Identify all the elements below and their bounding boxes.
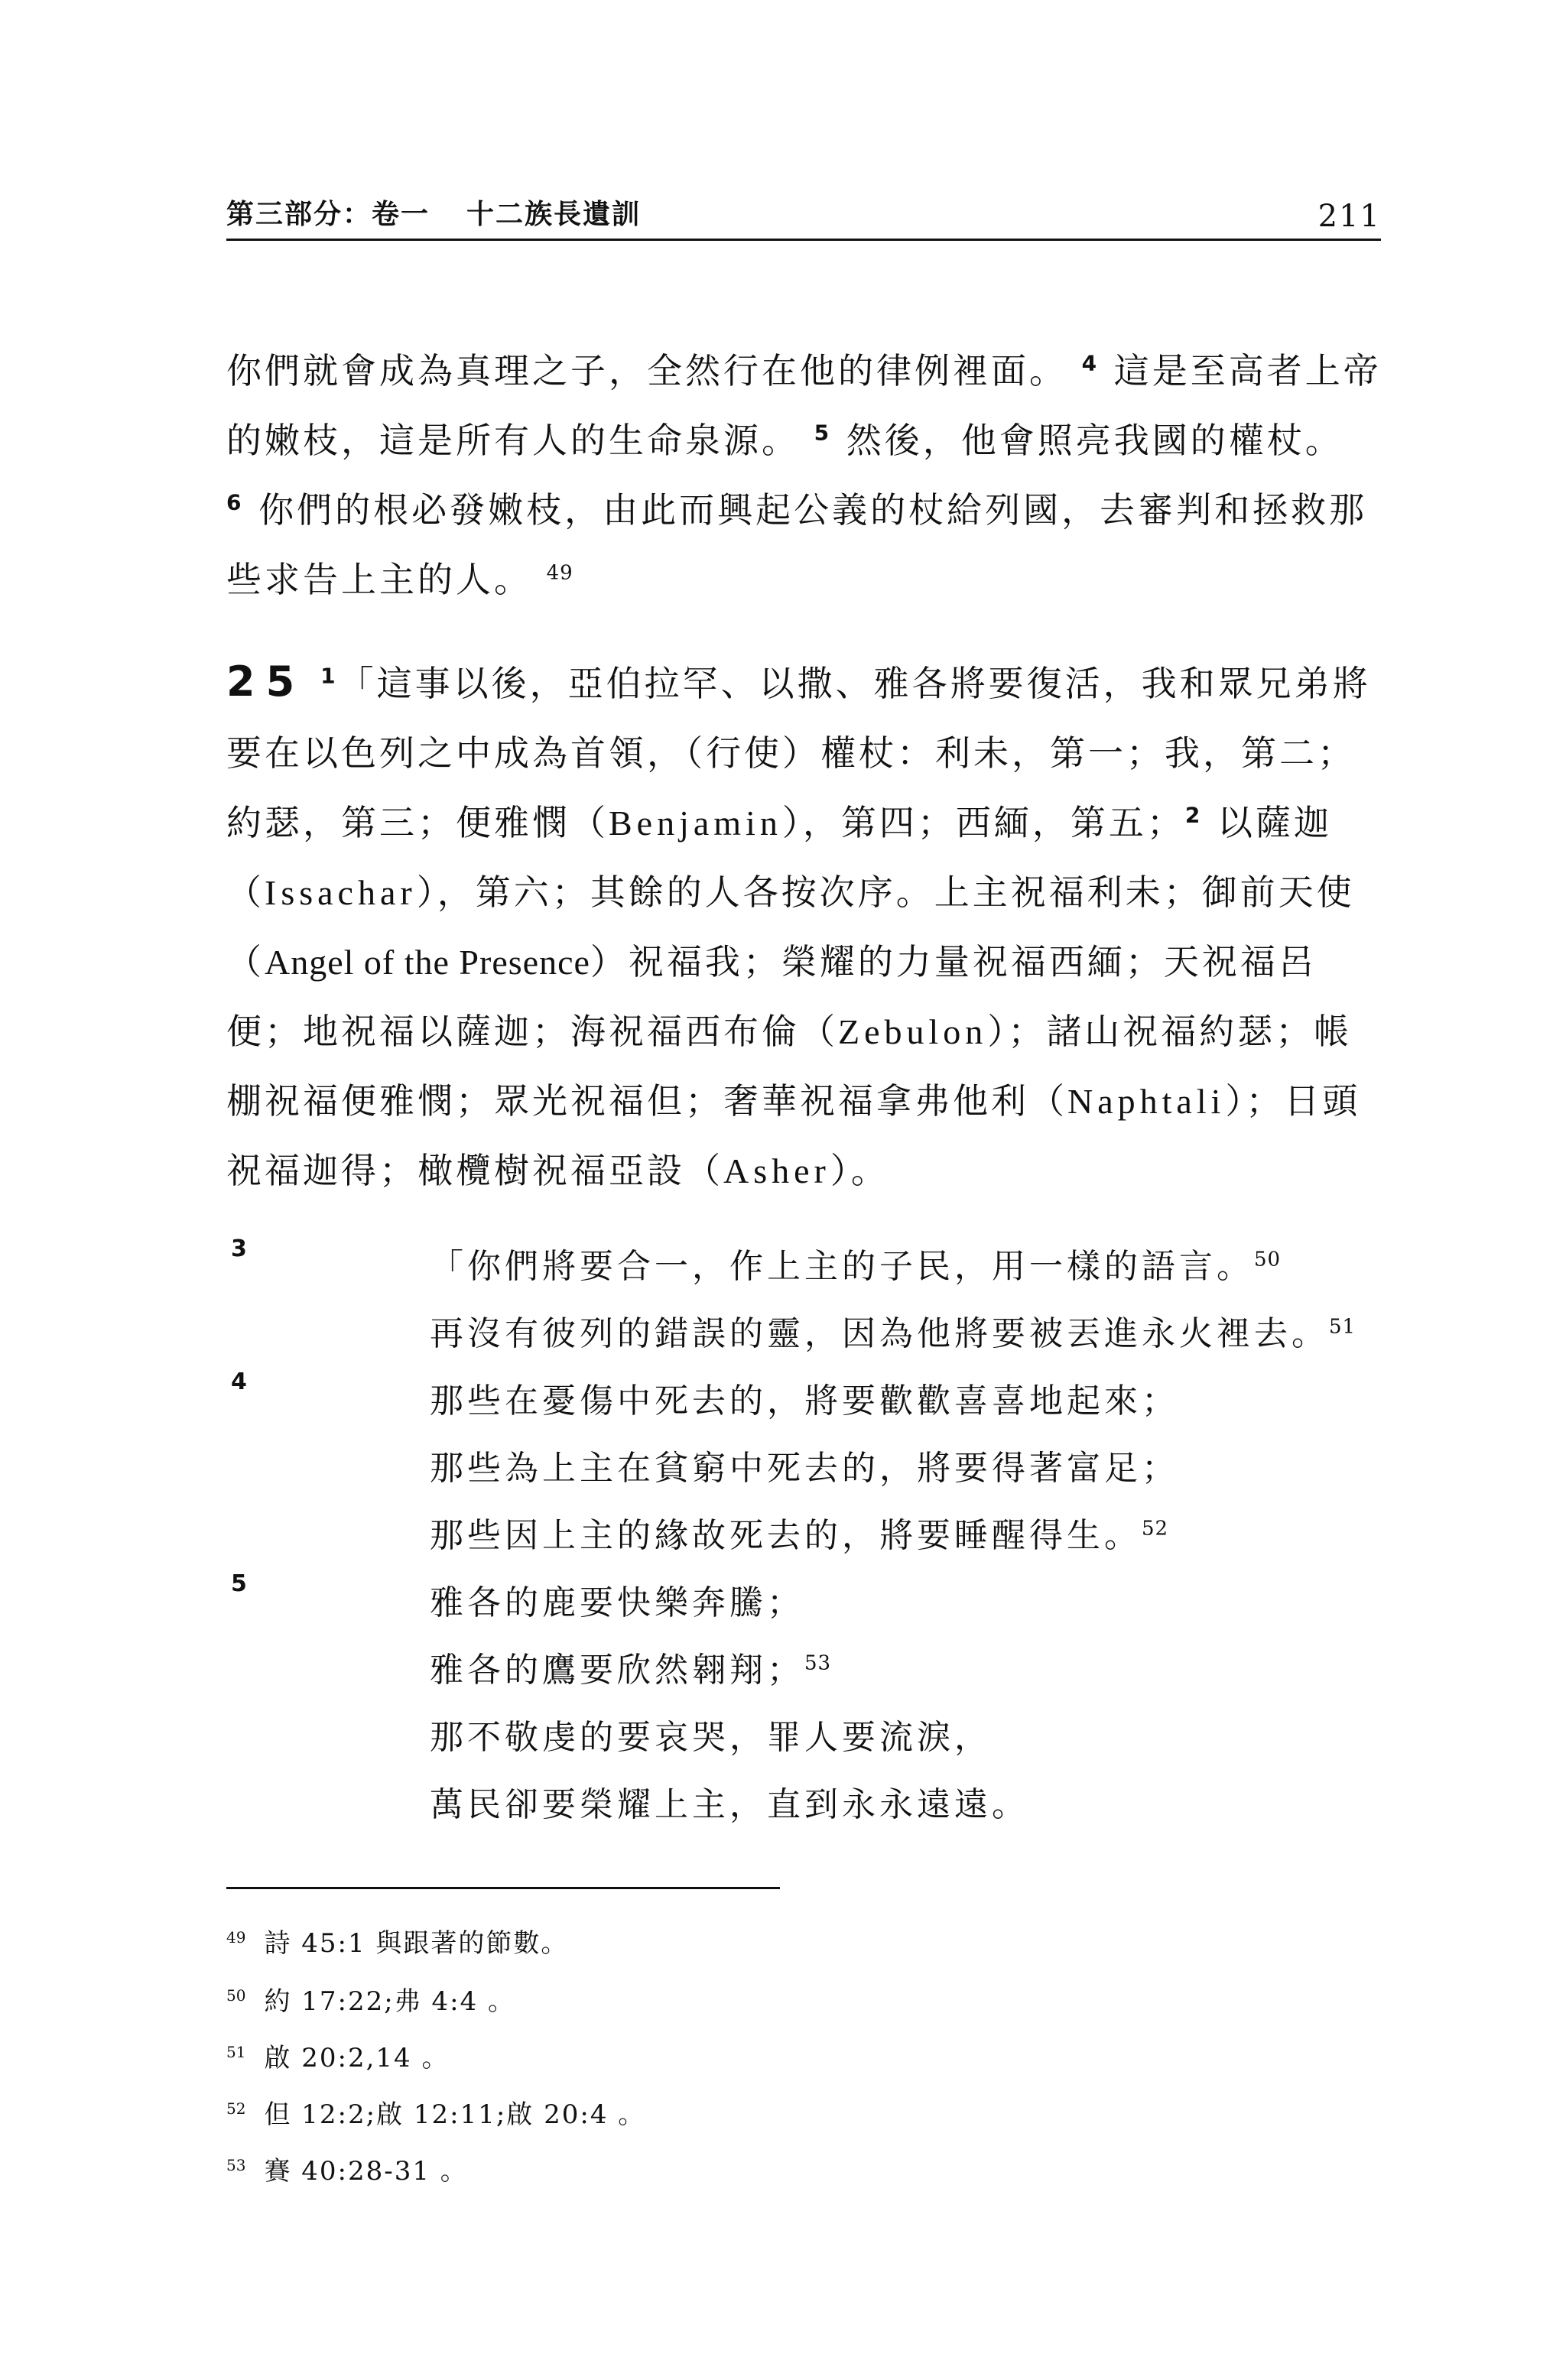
poem-line — [430, 1710, 992, 1758]
poem-line — [430, 1575, 804, 1624]
footnote — [226, 1980, 515, 2018]
poem-line — [430, 1373, 1179, 1422]
poem-line — [430, 1239, 1281, 1287]
footnote-mark: 51 — [226, 2042, 246, 2061]
latin-name: Issachar — [265, 873, 417, 912]
footnote-ref[interactable]: 49 — [546, 561, 573, 585]
poem-text: 那些因上主的緣故死去的，將要睡醒得生。 — [430, 1516, 1142, 1555]
text-run: 這是至高者上帝的嫩枝，這是所有人的生命泉源。 — [226, 350, 1382, 461]
verse-number: 2 — [1184, 802, 1204, 828]
paragraph-verses-24-4-6 — [226, 336, 1386, 615]
text-run: ）；日頭祝福迦得；橄欖樹祝福亞設（ — [226, 1080, 1361, 1191]
poem-verse-number: 4 — [231, 1369, 247, 1395]
footnote — [226, 2150, 468, 2187]
footnote-ref[interactable]: 50 — [1254, 1248, 1282, 1271]
running-head-title — [226, 193, 641, 232]
footnote-text: 啟 20:2,14 。 — [264, 2043, 450, 2073]
poem-line — [430, 1777, 1029, 1826]
text-run: ），第四；西緬，第五； — [781, 802, 1185, 843]
footnote-text: 約 17:22;弗 4:4 。 — [264, 1986, 516, 2017]
poem-verse-number: 5 — [231, 1570, 247, 1597]
text-run: 然後，他會照亮我國的權杖。 — [846, 420, 1343, 461]
footnote-text: 賽 40:28-31 。 — [264, 2156, 468, 2187]
poem-text: 雅各的鹿要快樂奔騰； — [430, 1583, 804, 1622]
text-run: 你們的根必發嫩枝，由此而興起公義的杖給列國，去審判和拯救那些求告上主的人。 — [226, 489, 1368, 600]
latin-name: Asher — [723, 1151, 830, 1190]
poem-text: 萬民卻要榮耀上主，直到永永遠遠。 — [430, 1785, 1029, 1824]
poem-text: 再沒有彼列的錯誤的靈，因為他將要被丟進永火裡去。 — [430, 1314, 1329, 1353]
footnote-text: 詩 45:1 與跟著的節數。 — [264, 1928, 569, 1959]
latin-name: Benjamin — [609, 804, 782, 843]
text-run: ）祝福我；榮耀的力量祝福西緬；天祝福呂便；地祝福以薩迦；海祝福西布倫（ — [226, 941, 1317, 1052]
poem-line — [430, 1642, 831, 1691]
footnote-ref[interactable]: 53 — [804, 1651, 832, 1675]
footnote — [226, 1922, 568, 1960]
footnote-mark: 53 — [226, 2155, 246, 2174]
book-title: 十二族長遺訓 — [466, 199, 642, 230]
footnote-mark: 49 — [226, 1927, 246, 1947]
poem-verse-number: 3 — [231, 1235, 247, 1262]
footnote-text: 但 12:2;啟 12:11;啟 20:4 。 — [264, 2099, 646, 2130]
text-run: ）。 — [830, 1150, 889, 1191]
latin-name: Angel of the Presence — [265, 943, 590, 982]
page-number: 211 — [1317, 199, 1381, 234]
footnote — [226, 2037, 450, 2074]
poem-text: 那些在憂傷中死去的，將要歡歡喜喜地起來； — [430, 1382, 1179, 1421]
poem-text: 雅各的鷹要欣然翱翔； — [430, 1651, 804, 1690]
text-run: 你們就會成為真理之子，全然行在他的律例裡面。 — [226, 350, 1067, 391]
paragraph-chapter-25 — [226, 647, 1386, 1206]
footnote-mark: 52 — [226, 2099, 246, 2118]
verse-number: 1 — [320, 663, 339, 689]
footnote-ref[interactable]: 51 — [1329, 1315, 1356, 1339]
verse-number: 6 — [226, 489, 245, 515]
poem-text: 那不敬虔的要哀哭，罪人要流淚， — [430, 1718, 992, 1757]
poem-line — [430, 1306, 1356, 1355]
text-run: 「這事以後，亞伯拉罕、以撒、雅各將要復活，我和眾兄弟將要在以色列之中成為首領，（行使）權杖：利未，第一；我，第二；約瑟，第三；便雅憫（ — [226, 663, 1371, 843]
section-label: 第三部分：卷一 — [226, 199, 430, 230]
text-run: ）；諸山祝福約瑟；帳棚祝福便雅憫；眾光祝福但；奢華祝福拿弗他利（ — [226, 1011, 1353, 1122]
poem-text: 「你們將要合一，作上主的子民，用一樣的語言。 — [430, 1247, 1254, 1286]
poem-line — [430, 1440, 1179, 1489]
footnote-ref[interactable]: 52 — [1142, 1517, 1169, 1541]
poem-line — [430, 1508, 1168, 1557]
verse-number: 4 — [1081, 350, 1100, 376]
text-run: ），第六；其餘的人各按次序。上主祝福利未；御前天使（ — [226, 872, 1355, 982]
latin-name: Zebulon — [838, 1012, 988, 1051]
footnote-divider — [226, 1887, 780, 1889]
verse-number: 5 — [814, 420, 833, 446]
poem-text: 那些為上主在貧窮中死去的，將要得著富足； — [430, 1449, 1179, 1488]
footnote — [226, 2093, 645, 2131]
footnote-mark: 50 — [226, 1985, 246, 2005]
running-header — [226, 190, 1381, 241]
text-run: 以薩迦（ — [226, 802, 1332, 913]
latin-name: Naphtali — [1067, 1082, 1226, 1121]
chapter-number: 25 — [226, 658, 306, 706]
